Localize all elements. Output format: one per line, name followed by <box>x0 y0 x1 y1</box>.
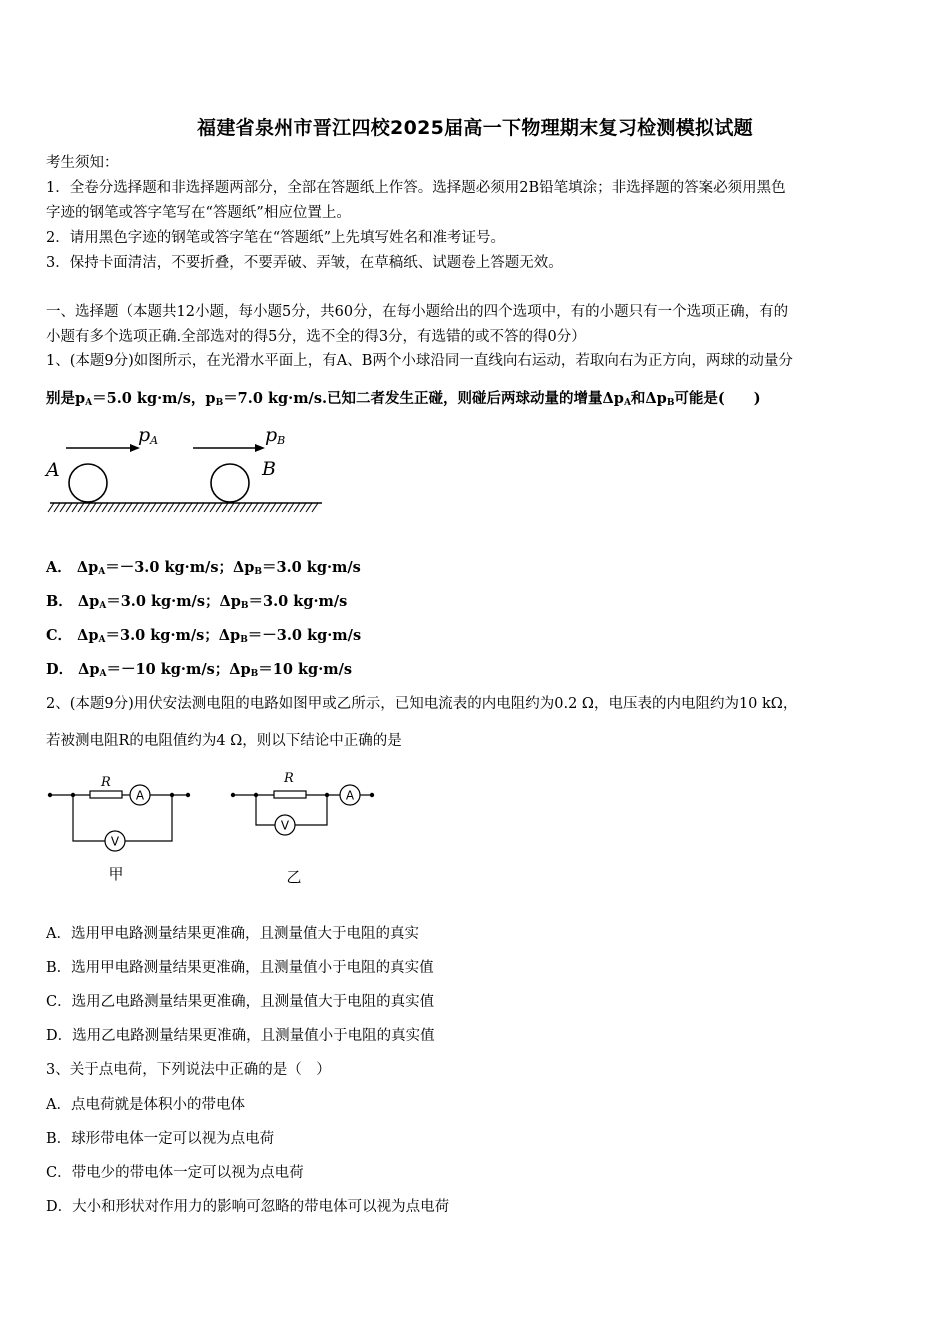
question-1-option-d: D． $\Delta p_A=-10$ kg·m/s；$\Delta p_B=10$ kg·m/s <box>46 661 353 679</box>
question-1-stem: 1、(本题9分)如图所示，在光滑水平面上，有A、B两个小球沿同一直线向右运动，若取向右为正方向，两球的动量分 <box>46 353 793 369</box>
notice-heading: 考生须知： <box>46 155 119 171</box>
question-1-figure <box>40 420 330 525</box>
ball-b <box>211 464 249 502</box>
question-1-option-b: B． $\Delta p_A=3.0$ kg·m/s；$\Delta p_B=3.0$ kg·m/s <box>46 593 348 611</box>
question-2-option-d: D．选用乙电路测量结果更准确，且测量值小于电阻的真实值 <box>46 1028 435 1044</box>
question-2-stem-cont: 若被测电阻R的电阻值约为4 Ω，则以下结论中正确的是 <box>46 733 402 749</box>
label-pa: pA <box>138 424 159 447</box>
label-b: B <box>262 458 276 480</box>
question-2-option-a: A．选用甲电路测量结果更准确，且测量值大于电阻的真实 <box>46 926 419 942</box>
question-2-option-b: B．选用甲电路测量结果更准确，且测量值小于电阻的真实值 <box>46 960 434 976</box>
question-3-option-c: C．带电少的带电体一定可以视为点电荷 <box>46 1165 304 1181</box>
ball-a <box>69 464 107 502</box>
notice-item: 3．保持卡面清洁，不要折叠，不要弄破、弄皱，在草稿纸、试题卷上答题无效。 <box>46 255 563 271</box>
question-3-stem: 3、关于点电荷，下列说法中正确的是（ ） <box>46 1062 331 1078</box>
label-a: A <box>46 459 60 481</box>
question-2-option-c: C．选用乙电路测量结果更准确，且测量值大于电阻的真实值 <box>46 994 435 1010</box>
question-1-option-a: A． $\Delta p_A=-3.0$ kg·m/s；$\Delta p_B=3.0$ kg·m/s <box>46 559 361 577</box>
voltmeter-label-jia: V <box>110 834 120 849</box>
arrow-pb <box>193 444 265 452</box>
voltmeter-label-yi: V <box>280 818 290 833</box>
ammeter-label-yi: A <box>345 788 355 803</box>
resistor-label-yi: R <box>284 771 294 786</box>
question-2-stem: 2、(本题9分)用伏安法测电阻的电路如图甲或乙所示，已知电流表的内电阻约为0.2 Ω，电压表的内电阻约为10 kΩ， <box>46 696 798 712</box>
question-3-option-d: D．大小和形状对作用力的影响可忽略的带电体可以视为点电荷 <box>46 1199 450 1215</box>
question-3-option-b: B．球形带电体一定可以视为点电荷 <box>46 1131 275 1147</box>
ground <box>48 503 322 512</box>
question-2-figure <box>40 765 390 890</box>
notice-item: 字迹的钢笔或答字笔写在“答题纸”相应位置上。 <box>46 205 351 221</box>
page-title: 福建省泉州市晋江四校2025届高一下物理期末复习检测模拟试题 <box>197 117 753 139</box>
question-1-option-c: C． $\Delta p_A=3.0$ kg·m/s；$\Delta p_B=-3.0$ kg·m/s <box>46 627 362 645</box>
arrow-pa <box>66 444 140 452</box>
notice-item: 1．全卷分选择题和非选择题两部分，全部在答题纸上作答。选择题必须用2B铅笔填涂；非选择题的答案必须用黑色 <box>46 180 786 196</box>
section-heading-cont: 小题有多个选项正确.全部选对的得5分，选不全的得3分，有选错的或不答的得0分） <box>46 329 586 345</box>
resistor-label-jia: R <box>101 775 111 790</box>
label-yi: 乙 <box>286 868 302 886</box>
ammeter-label-jia: A <box>135 788 145 803</box>
label-pb: pB <box>265 424 286 447</box>
notice-item: 2．请用黑色字迹的钢笔或答字笔在“答题纸”上先填写姓名和准考证号。 <box>46 230 506 246</box>
section-heading: 一、选择题（本题共12小题，每小题5分，共60分，在每小题给出的四个选项中，有的小题只有一个选项正确，有的 <box>46 304 789 320</box>
label-jia: 甲 <box>108 865 124 883</box>
question-3-option-a: A．点电荷就是体积小的带电体 <box>46 1097 245 1113</box>
question-1-stem-cont: 别是$p_A=5.0$ kg·m/s，$p_B=7.0$ kg·m/s.已知二者发生正碰，则碰后两球动量的增量$\Delta p_A$和$\Delta p_B$可能是( ) <box>46 390 761 408</box>
